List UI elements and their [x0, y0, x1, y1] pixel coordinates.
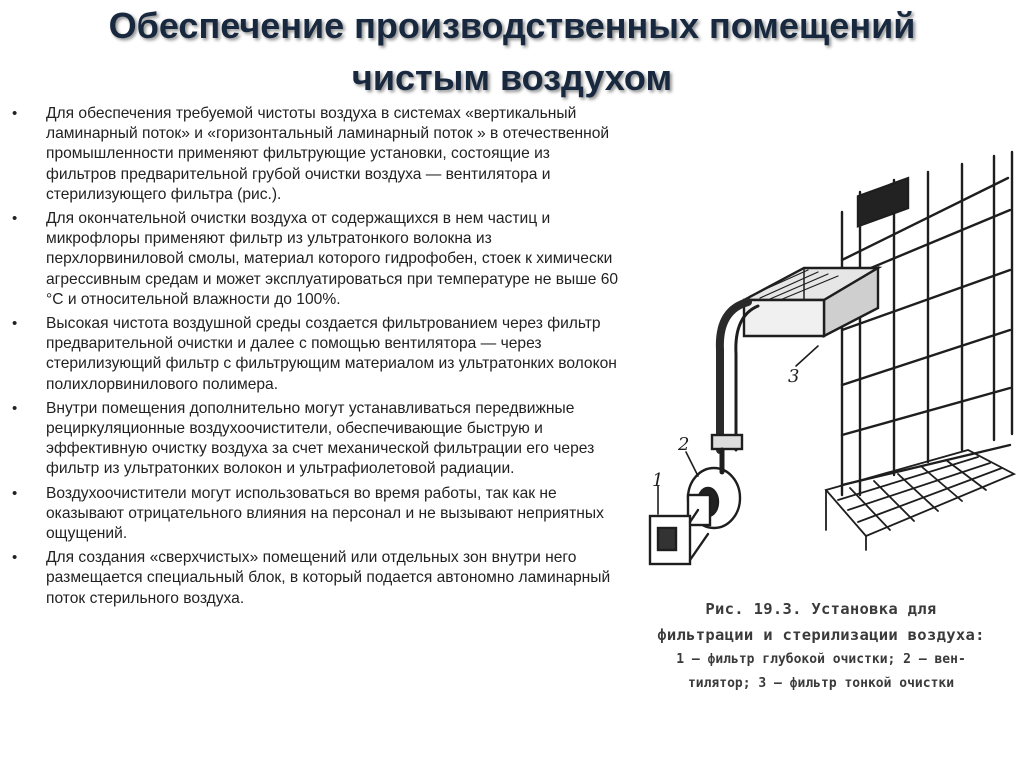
floor-grille	[826, 450, 1014, 550]
bullet-item	[12, 399, 624, 480]
bullet-item	[12, 104, 624, 205]
bullet-dot: •	[12, 315, 18, 333]
bullet-list	[12, 104, 624, 613]
bullet-item	[12, 548, 624, 609]
bullet-dot: •	[12, 399, 18, 417]
slide-title	[0, 0, 1024, 104]
bullet-text: Для окончательной очистки воздуха от содержащихся в нем частиц и микрофлоры применяют фильтр из ультратонкого волокна из перхлорвиниловой смолы, материал которого гидрофобен, стоек к химически агрессивным средам и может эксплуатироваться при температуре не выше 60 °С и относительной влажности до 100%.	[46, 210, 619, 308]
bullet-item	[12, 484, 624, 545]
bullet-dot: •	[12, 549, 18, 567]
bullet-item	[12, 314, 624, 395]
bullet-dot: •	[12, 484, 18, 502]
title-line-1: Обеспечение производственных помещений	[108, 5, 916, 46]
filtration-unit-figure	[628, 150, 1018, 590]
bullet-item	[12, 209, 624, 310]
caption-legend-1: 1 — фильтр глубокой очистки; 2 — вен-	[676, 652, 966, 667]
label-3: 3	[788, 366, 800, 387]
title-line-2: чистым воздухом	[351, 57, 673, 98]
label-2: 2	[678, 434, 690, 455]
bullet-text: Внутри помещения дополнительно могут устанавливаться передвижные рециркуляционные воздухоочистители, обеспечивающие быструю и эффективную очистку воздуха за счет механической фильтрации его через фильтр из ультратонких волокон и ультрафиолетовой радиации.	[46, 399, 595, 478]
bullet-dot: •	[12, 105, 18, 122]
filtration-unit-drawing	[628, 150, 1018, 590]
label-1: 1	[652, 470, 664, 491]
bullet-dot: •	[12, 210, 18, 228]
caption-line-2: фильтрации и стерилизации воздуха:	[657, 626, 985, 644]
fan-unit	[688, 450, 740, 528]
caption-legend-2: тилятор; 3 — фильтр тонкой очистки	[687, 676, 955, 691]
caption-title: Рис. 19.3. Установка для	[705, 600, 937, 618]
bullet-text: Высокая чистота воздушной среды создается фильтрованием через фильтр предварительной очистки и далее с помощью вентилятора — через стерилизующий фильтр с фильтрующим материалом из ультратонких волокон полихлорвинилового полимера.	[46, 315, 617, 393]
figure-caption	[636, 596, 1006, 696]
bullet-text: Для создания «сверхчистых» помещений или отдельных зон внутри него размещается специальный блок, в который подается автономно ламинарный поток стерильного воздуха.	[46, 549, 611, 607]
bullet-text: Воздухоочистители могут использоваться во время работы, так как не оказывают отрицательного влияния на персонал и не вызывают неприятных ощущений.	[46, 484, 604, 543]
bullet-text: Для обеспечения требуемой чистоты воздуха в системах «вертикальный ламинарный поток» и «горизонтальный ламинарный поток » в отечественной промышленности применяют фильтрующие установки, состоящие из фильтров предварительной грубой очистки воздуха — вентилятора и стерилизующего фильтра (рис.).	[46, 105, 610, 203]
sterilizing-filter-box	[744, 178, 908, 336]
